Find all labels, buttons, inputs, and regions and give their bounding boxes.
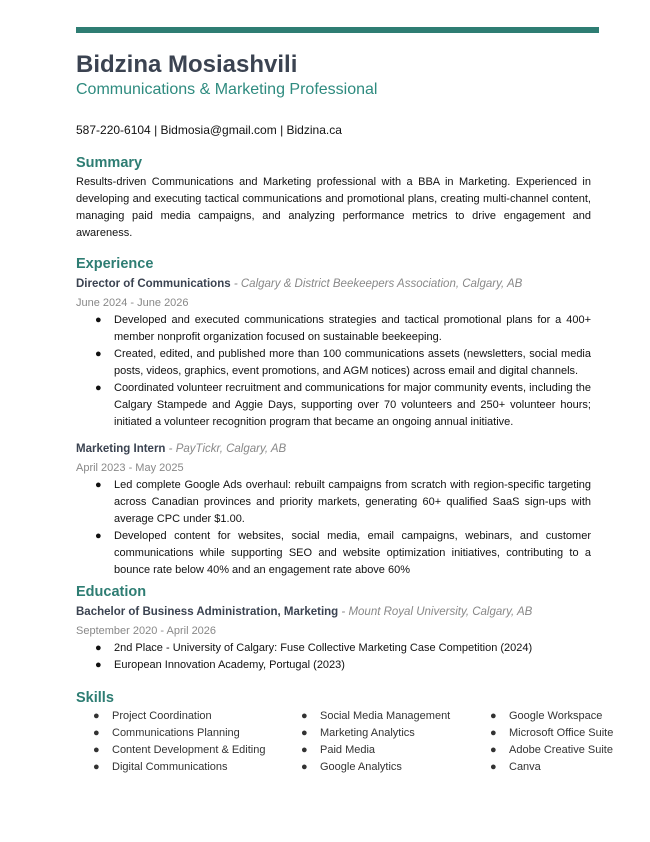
bullet-icon: ● bbox=[95, 659, 102, 671]
job-entry-intern bbox=[76, 441, 591, 579]
bullet-text: European Innovation Academy, Portugal (2023) bbox=[114, 659, 345, 671]
job-heading bbox=[76, 276, 591, 293]
bullet-icon: ● bbox=[93, 761, 100, 773]
skill-item bbox=[93, 708, 265, 725]
contact-line: 587-220-6104 | Bidmosia@gmail.com | Bidzina.ca bbox=[76, 123, 342, 137]
bullet-icon: ● bbox=[95, 642, 102, 654]
job-organization: PayTickr, Calgary, AB bbox=[175, 443, 287, 455]
bullet-icon: ● bbox=[490, 744, 497, 756]
skill-item bbox=[301, 759, 450, 776]
bullet-text: Coordinated volunteer recruitment and communications for major community events, including the Calgary Stampede and Aggie Days, supporting over 70 volunteers and 250+ volunteer hours; initiated a volunteer recognition program that became an ongoing annual initiative. bbox=[114, 382, 591, 428]
degree-title: Bachelor of Business Administration, Marketing bbox=[76, 606, 339, 618]
skill-item bbox=[490, 742, 613, 759]
candidate-subtitle: Communications & Marketing Professional bbox=[76, 81, 378, 98]
job-dates: April 2023 - May 2025 bbox=[76, 462, 184, 474]
skills-column-3 bbox=[490, 708, 613, 776]
education-heading: Education bbox=[76, 584, 147, 600]
skill-text: Digital Communications bbox=[112, 761, 228, 773]
job-title: Director of Communications bbox=[76, 278, 231, 290]
bullet-icon: ● bbox=[301, 710, 308, 722]
job-organization: Calgary & District Beekeepers Association, Calgary, AB bbox=[240, 278, 523, 290]
job-title: Marketing Intern bbox=[76, 443, 166, 455]
resume-page bbox=[76, 50, 614, 776]
bullet-text: Developed and executed communications strategies and tactical promotional plans for a 400+ member nonprofit organization focused on sustainable beekeeping. bbox=[114, 314, 591, 343]
job-entry-director bbox=[76, 276, 591, 431]
job-dates: June 2024 - June 2026 bbox=[76, 297, 189, 309]
skills-column-2 bbox=[301, 708, 450, 776]
bullet-icon: ● bbox=[301, 744, 308, 756]
bullet-text: Created, edited, and published more than 100 communications assets (newsletters, social media posts, videos, graphics, event promotions, and AGM notices) across email and digital channels. bbox=[114, 348, 591, 377]
bullet-icon: ● bbox=[93, 727, 100, 739]
list-item bbox=[95, 312, 591, 346]
list-item bbox=[95, 346, 591, 380]
education-heading-line bbox=[76, 604, 591, 621]
bullet-icon: ● bbox=[95, 530, 102, 542]
bullet-text: 2nd Place - University of Calgary: Fuse Collective Marketing Case Competition (2024) bbox=[114, 642, 533, 654]
skill-text: Microsoft Office Suite bbox=[509, 727, 614, 739]
skill-item bbox=[93, 725, 265, 742]
education-bullets bbox=[76, 640, 591, 674]
bullet-icon: ● bbox=[93, 744, 100, 756]
skill-text: Communications Planning bbox=[112, 727, 240, 739]
skill-item bbox=[490, 708, 613, 725]
bullet-icon: ● bbox=[95, 479, 102, 491]
bullet-icon: ● bbox=[490, 761, 497, 773]
skill-item bbox=[490, 725, 613, 742]
list-item bbox=[95, 640, 591, 657]
job-heading bbox=[76, 441, 591, 458]
list-item bbox=[95, 477, 591, 528]
job-separator: - bbox=[230, 278, 241, 290]
bullet-icon: ● bbox=[301, 761, 308, 773]
skill-item bbox=[490, 759, 613, 776]
list-item bbox=[95, 380, 591, 431]
skill-item bbox=[301, 708, 450, 725]
bullet-text: Led complete Google Ads overhaul: rebuilt campaigns from scratch with region-specific targeting across Canadian provinces and priority markets, generating 60+ qualified SaaS sign-ups with average CPC under $1.00. bbox=[114, 479, 591, 525]
education-dates: September 2020 - April 2026 bbox=[76, 625, 217, 637]
skill-text: Google Workspace bbox=[509, 710, 603, 722]
skill-text: Project Coordination bbox=[112, 710, 212, 722]
bullet-icon: ● bbox=[93, 710, 100, 722]
skill-item bbox=[93, 759, 265, 776]
candidate-name: Bidzina Mosiashvili bbox=[76, 51, 298, 78]
list-item bbox=[95, 528, 591, 579]
skill-text: Marketing Analytics bbox=[320, 727, 415, 739]
bullet-icon: ● bbox=[95, 314, 102, 326]
skill-item bbox=[93, 742, 265, 759]
bullet-icon: ● bbox=[490, 710, 497, 722]
bullet-icon: ● bbox=[490, 727, 497, 739]
skills-heading: Skills bbox=[76, 690, 114, 706]
header-accent-bar bbox=[76, 27, 599, 33]
skill-item bbox=[301, 742, 450, 759]
skill-text: Social Media Management bbox=[320, 710, 451, 722]
job-separator: - bbox=[165, 443, 176, 455]
bullet-icon: ● bbox=[95, 348, 102, 360]
job-bullets bbox=[76, 477, 591, 579]
skills-grid bbox=[76, 708, 614, 776]
skill-text: Paid Media bbox=[320, 744, 376, 756]
skills-column-1 bbox=[93, 708, 265, 776]
bullet-text: Developed content for websites, social media, email campaigns, webinars, and customer communications while supporting SEO and website optimization initiatives, contributing to a bounce rate below 40% and an engagement rate above 60% bbox=[114, 530, 591, 576]
job-bullets bbox=[76, 312, 591, 431]
experience-heading: Experience bbox=[76, 256, 154, 272]
skill-text: Content Development & Editing bbox=[112, 744, 266, 756]
school-name: Mount Royal University, Calgary, AB bbox=[348, 606, 533, 618]
skill-item bbox=[301, 725, 450, 742]
skill-text: Canva bbox=[509, 761, 541, 773]
list-item bbox=[95, 657, 591, 674]
summary-heading: Summary bbox=[76, 155, 143, 171]
education-separator: - bbox=[338, 606, 349, 618]
skill-text: Adobe Creative Suite bbox=[509, 744, 613, 756]
bullet-icon: ● bbox=[95, 382, 102, 394]
summary-text: Results-driven Communications and Marketing professional with a BBA in Marketing. Experienced in developing and executing tactical communications and promotional plans, creating multi-channel content, managing paid media campaigns, and analyzing performance metrics to drive engagement and awareness. bbox=[76, 176, 591, 239]
bullet-icon: ● bbox=[301, 727, 308, 739]
skill-text: Google Analytics bbox=[320, 761, 402, 773]
